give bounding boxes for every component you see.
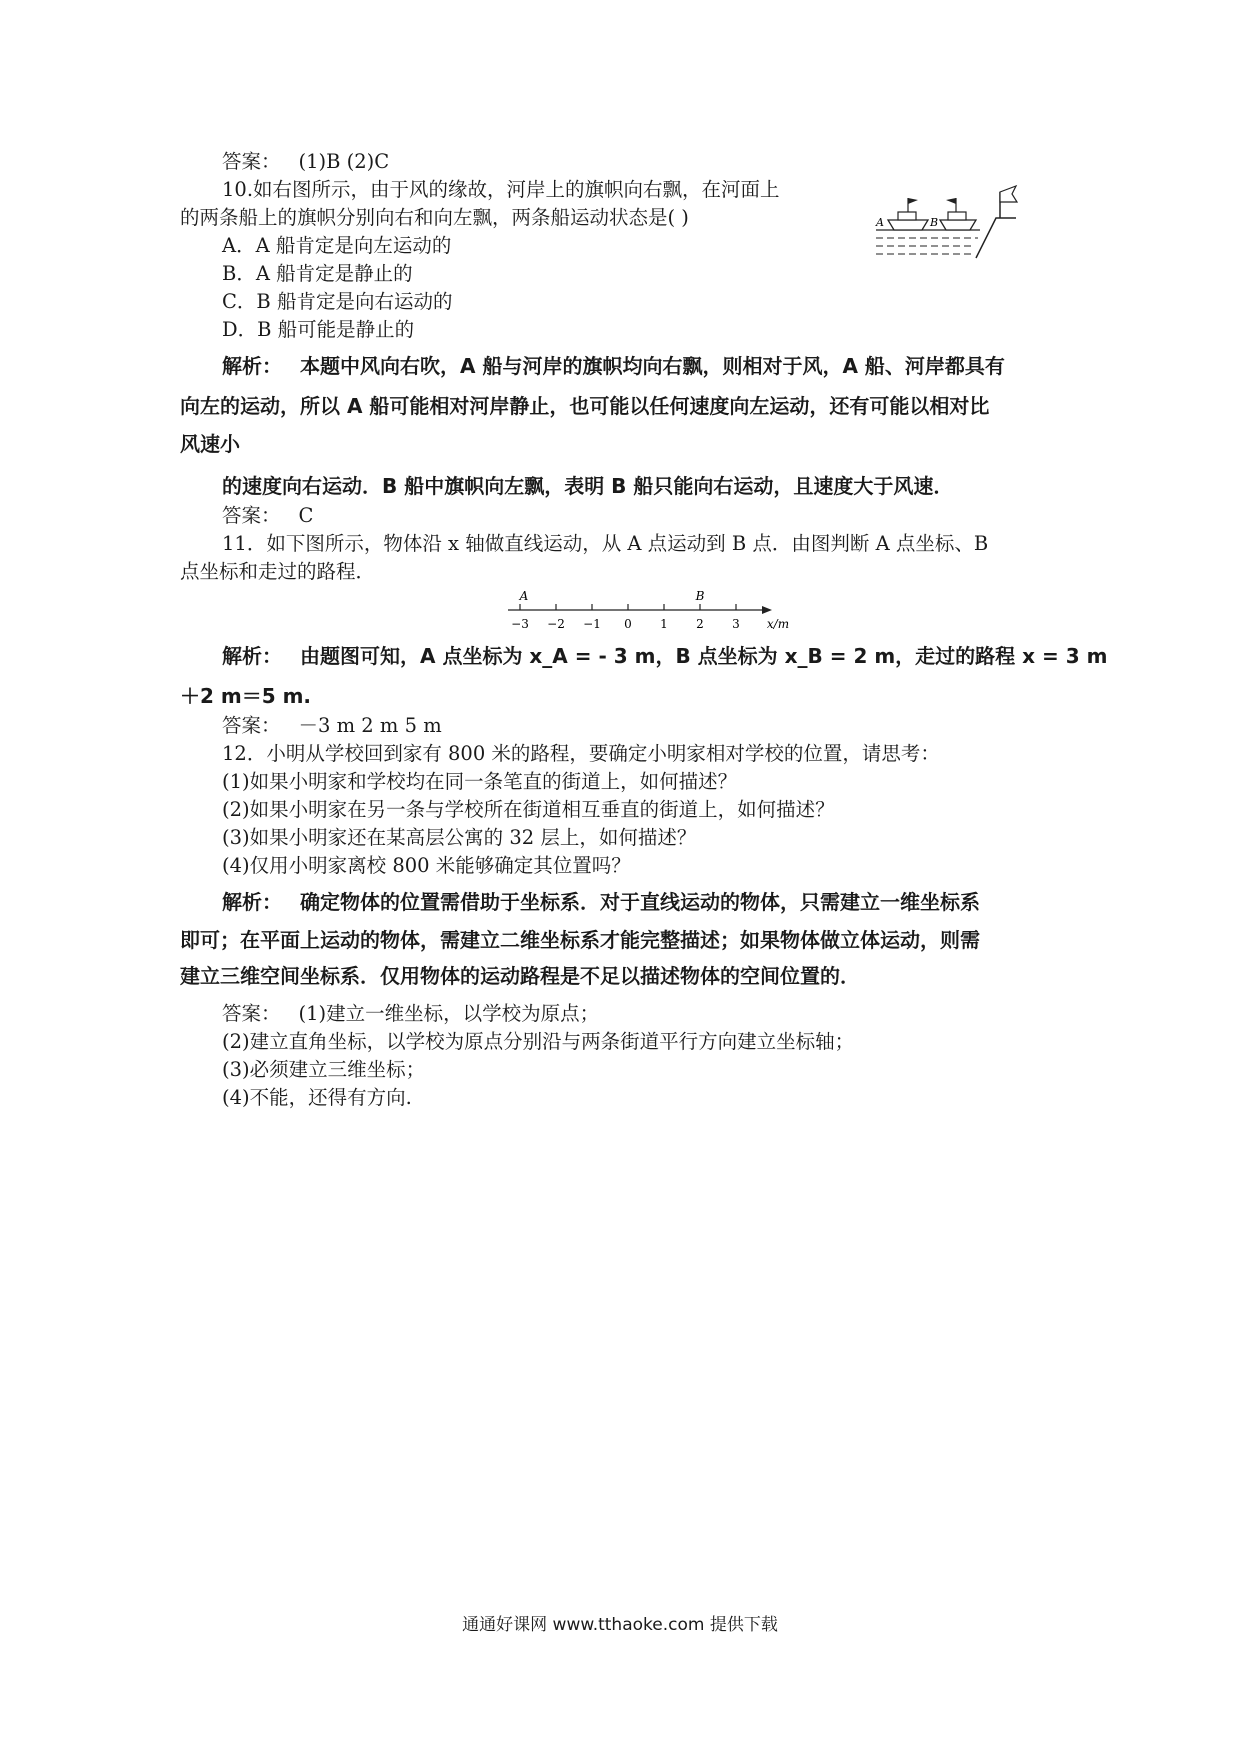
q12-answer-3: (3)必须建立三维坐标；: [222, 1058, 426, 1081]
boats-figure: [868, 180, 1018, 260]
q12-answer-1: (1)建立一维坐标，以学校为原点；: [298, 1002, 600, 1025]
q12-stem: 12．小明从学校回到家有 800 米的路程，要确定小明家相对学校的位置，请思考：: [222, 742, 940, 765]
q12-answer-label: 答案：: [222, 1002, 281, 1025]
q10-analysis-4: 的速度向右运动．B 船中旗帜向左飘，表明 B 船只能向右运动，且速度大于风速．: [222, 474, 954, 498]
q12-analysis-2: 即可；在平面上运动的物体，需建立二维坐标系才能完整描述；如果物体做立体运动，则需: [180, 928, 980, 952]
q12-sub-2: (2)如果小明家在另一条与学校所在街道相互垂直的街道上，如何描述？: [222, 798, 835, 821]
axis-tick-label: −2: [547, 617, 565, 631]
q10-analysis-2: 向左的运动，所以 A 船可能相对河岸静止，也可能以任何速度向左运动，还有可能以相对比: [180, 394, 990, 418]
q12-answer-2: (2)建立直角坐标，以学校为原点分别沿与两条街道平行方向建立坐标轴；: [222, 1030, 855, 1053]
q11-analysis-1: [222, 642, 1107, 670]
q9-answer: (1)B (2)C: [298, 150, 390, 173]
q10-analysis-1: [222, 352, 1005, 380]
axis-unit-label: x/m: [766, 617, 790, 631]
q10-analysis-text-1: 本题中风向右吹，A 船与河岸的旗帜均向右飘，则相对于风，A 船、河岸都具有: [300, 354, 1005, 378]
q12-analysis-3: 建立三维空间坐标系．仅用物体的运动路程是不足以描述物体的空间位置的．: [180, 964, 860, 988]
q11-answer: －3 m 2 m 5 m: [298, 714, 442, 737]
q12-analysis-1: [222, 888, 980, 916]
q10-option-c: C．B 船肯定是向右运动的: [222, 290, 453, 313]
q10-option-d: D．B 船可能是静止的: [222, 318, 415, 341]
q12-analysis-text-1: 确定物体的位置需借助于坐标系．对于直线运动的物体，只需建立一维坐标系: [300, 890, 980, 914]
boat-a-label: A: [876, 216, 884, 229]
axis-tick-label: −3: [511, 617, 529, 631]
q12-sub-4: (4)仅用小明家离校 800 米能够确定其位置吗？: [222, 854, 631, 877]
q10-option-b: B．A 船肯定是静止的: [222, 262, 413, 285]
q9-answer-line: [222, 148, 389, 176]
q11-analysis-label: 解析：: [222, 644, 282, 668]
q12-analysis-label: 解析：: [222, 890, 282, 914]
q10-answer-line: [222, 502, 313, 530]
axis-tick-label: 0: [624, 617, 632, 631]
number-line-figure: [500, 586, 800, 632]
point-b-label: B: [695, 589, 705, 603]
q12-sub-3: (3)如果小明家还在某高层公寓的 32 层上，如何描述？: [222, 826, 697, 849]
q10-stem-1: 10.如右图所示，由于风的缘故，河岸上的旗帜向右飘，在河面上: [222, 178, 780, 201]
q11-stem-2: 点坐标和走过的路程．: [180, 560, 376, 583]
q10-analysis-label: 解析：: [222, 354, 282, 378]
q11-analysis-2: ＋2 m＝5 m.: [180, 684, 312, 708]
footer-credit: 通通好课网 www.tthaoke.com 提供下载: [462, 1615, 778, 1635]
point-a-label: A: [519, 589, 529, 603]
q11-answer-line: [222, 712, 442, 740]
q11-stem-1: 11．如下图所示，物体沿 x 轴做直线运动，从 A 点运动到 B 点．由图判断 A 点坐标、B: [222, 532, 989, 555]
q11-analysis-text-1: 由题图可知，A 点坐标为 x_A = - 3 m，B 点坐标为 x_B = 2 m，走过的路程 x = 3 m: [300, 644, 1108, 668]
q9-answer-label: 答案：: [222, 150, 281, 173]
q12-sub-1: (1)如果小明家和学校均在同一条笔直的街道上，如何描述？: [222, 770, 738, 793]
q10-option-a: A．A 船肯定是向左运动的: [222, 234, 452, 257]
q12-answer-4: (4)不能，还得有方向.: [222, 1086, 412, 1109]
boat-b-label: B: [930, 216, 939, 229]
q10-stem-2: 的两条船上的旗帜分别向右和向左飘，两条船运动状态是( ): [180, 206, 689, 229]
q10-analysis-3: 风速小: [180, 432, 240, 456]
axis-tick-label: 2: [696, 617, 704, 631]
q10-answer-label: 答案：: [222, 504, 281, 527]
axis-tick-label: 3: [732, 617, 740, 631]
q10-answer: C: [298, 504, 314, 527]
q12-answer-line: [222, 1000, 599, 1028]
axis-tick-label: 1: [660, 617, 668, 631]
q11-answer-label: 答案：: [222, 714, 281, 737]
axis-arrow: [762, 606, 772, 614]
axis-tick-label: −1: [583, 617, 601, 631]
